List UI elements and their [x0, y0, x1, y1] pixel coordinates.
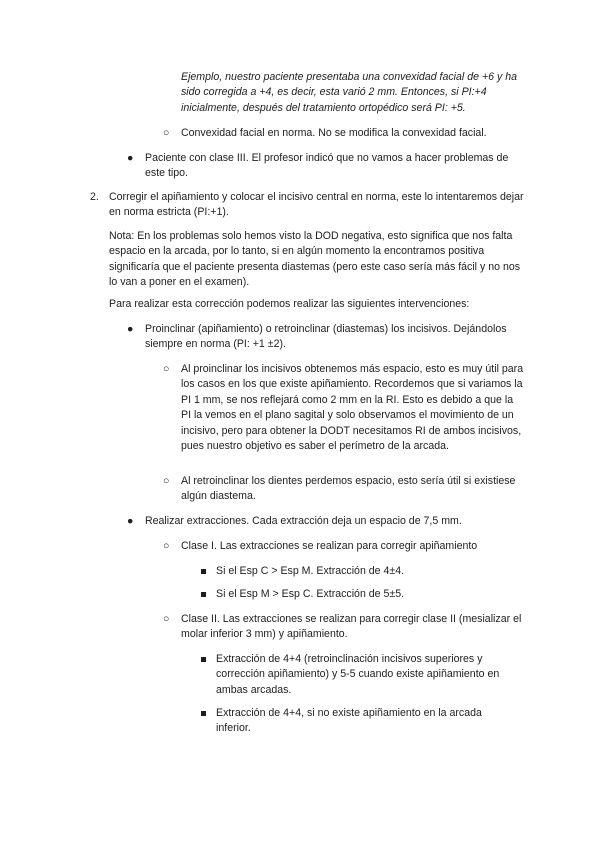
list-number: 2.	[90, 191, 99, 203]
esp-c-item: Si el Esp C > Esp M. Extracción de 4±4.	[216, 565, 405, 577]
al-proinclinar-item: Al proinclinar los incisivos obtenemos más espacio, esto es muy útil para los casos en los que existe apiñamiento. Recordemos que si variamos la PI 1 mm, se nos reflejará como 2 mm en la RI. Esto es debido a que la PI la vemos en el plano sagital y solo observamos el movimiento de un incisivo, pero para obtener la DODT necesitamos RI de ambos incisivos, pues nuestro objetivo es saber el perímetro de la arcada.	[181, 363, 524, 453]
clase3-item: Paciente con clase III. El profesor indicó que no vamos a hacer problemas de este tipo.	[145, 152, 509, 180]
clase1-item: Clase I. Las extracciones se realizan para corregir apiñamiento	[181, 540, 478, 552]
bullet-icon: ●	[127, 323, 134, 335]
hollow-bullet-icon: ○	[163, 613, 170, 625]
square-bullet-icon	[201, 569, 206, 574]
clase2-item: Clase II. Las extracciones se realizan para corregir clase II (mesializar el molar inferior 3 mm) y apiñamiento.	[181, 613, 522, 641]
hollow-bullet-icon: ○	[163, 363, 170, 375]
item2-text: Corregir el apiñamiento y colocar el incisivo central en norma, este lo intentaremos dejar en norma estricta (PI:+1).	[109, 191, 524, 219]
hollow-bullet-icon: ○	[163, 540, 170, 552]
al-retroinclinar-item: Al retroinclinar los dientes perdemos espacio, esto sería útil si existiese algún diastema.	[181, 475, 516, 503]
example-paragraph: Ejemplo, nuestro paciente presentaba una convexidad facial de +6 y ha sido corregida a +4, es decir, esta varió 2 mm. Entonces, si PI:+4 inicialmente, después del tratamiento ortopédico será PI: +5.	[181, 71, 517, 114]
square-bullet-icon	[201, 657, 206, 662]
square-bullet-icon	[201, 592, 206, 597]
extracciones-item: Realizar extracciones. Cada extracción deja un espacio de 7,5 mm.	[145, 515, 462, 527]
hollow-bullet-icon: ○	[163, 127, 170, 139]
nota-paragraph: Nota: En los problemas solo hemos visto la DOD negativa, esto significa que nos falta espacio en la arcada, por lo tanto, si en algún momento la encontramos positiva significaría que el paciente presenta diastemas (pero este caso sería más fácil y no nos lo van a poner en el examen).	[109, 230, 521, 289]
bullet-icon: ●	[127, 515, 134, 527]
ext44-55-item: Extracción de 4+4 (retroinclinación incisivos superiores y corrección apiñamiento) y 5-5 cuando existe apiñamiento en ambas arcadas.	[216, 653, 500, 696]
square-bullet-icon	[201, 711, 206, 716]
esp-m-item: Si el Esp M > Esp C. Extracción de 5±5.	[216, 588, 405, 600]
convexidad-item: Convexidad facial en norma. No se modifica la convexidad facial.	[181, 127, 487, 139]
proinclinar-item: Proinclinar (apiñamiento) o retroinclinar (diastemas) los incisivos. Dejándolos siempre en norma (PI: +1 ±2).	[145, 323, 507, 351]
bullet-icon: ●	[127, 152, 134, 164]
ext44-item: Extracción de 4+4, si no existe apiñamiento en la arcada inferior.	[216, 707, 482, 735]
para-paragraph: Para realizar esta corrección podemos realizar las siguientes intervenciones:	[109, 298, 470, 310]
hollow-bullet-icon: ○	[163, 475, 170, 487]
